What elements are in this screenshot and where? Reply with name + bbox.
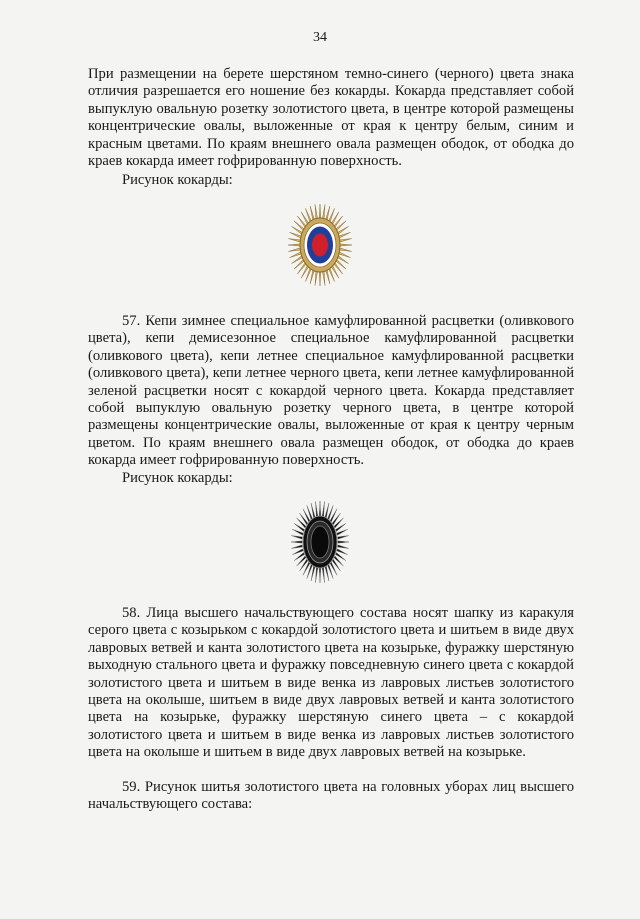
black-cockade-image <box>290 500 350 584</box>
caption-cockade-gold: Рисунок кокарды: <box>122 172 233 188</box>
black-cockade-inner-oval <box>311 526 329 558</box>
page-number: 34 <box>313 30 327 45</box>
paragraph-57: 57. Кепи зимнее специальное камуфлированной расцветки (оливкового цвета), кепи демисезонное специальное камуфлированной расцветки (оливкового цвета), кепи летнее специальное камуфлированной расцветки (оливкового цвета), кепи летнее черного цвета, кепи летнее камуфлированной зеленой расцветки носят с кокардой черного цвета. Кокарда представляет собой выпуклую овальную розетку черного цвета, в центре которой размещены концентрические овалы, выложенные от края к центру черным цветом. По краям внешнего овала размещен ободок, от ободка до краев кокарда имеет гофрированную поверхность. <box>88 313 574 469</box>
gold-cockade-red-oval <box>312 234 328 257</box>
paragraph-beret: При размещении на берете шерстяном темно-синего (черного) цвета знака отличия разрешается его ношение без кокарды. Кокарда представляет собой выпуклую овальную розетку золотистого цвета, в центре которой размещены концентрические овалы, выложенные от края к центру белым, синим и красным цветами. По краям внешнего овала размещен ободок, от ободка до краев кокарда имеет гофрированную поверхность. <box>88 66 574 170</box>
caption-cockade-black: Рисунок кокарды: <box>122 470 233 486</box>
gold-cockade-image <box>287 203 353 287</box>
paragraph-58: 58. Лица высшего начальствующего состава носят шапку из каракуля серого цвета с козырьком с кокардой золотистого цвета и шитьем в виде двух лавровых ветвей и канта золотистого цвета на козырьке, фуражку шерстяную выходную стального цвета и фуражку повседневную синего цвета с кокардой золотистого цвета и шитьем в виде венка из лавровых листьев золотистого цвета на околыше, шитьем в виде двух лавровых ветвей и канта золотистого цвета на козырьке, фуражку шерстяную синего цвета – с кокардой золотистого цвета и шитьем в виде венка из лавровых листьев золотистого цвета на околыше и шитьем в виде двух лавровых ветвей на козырьке. <box>88 605 574 761</box>
paragraph-59: 59. Рисунок шитья золотистого цвета на головных уборах лиц высшего начальствующего состава: <box>88 779 574 813</box>
